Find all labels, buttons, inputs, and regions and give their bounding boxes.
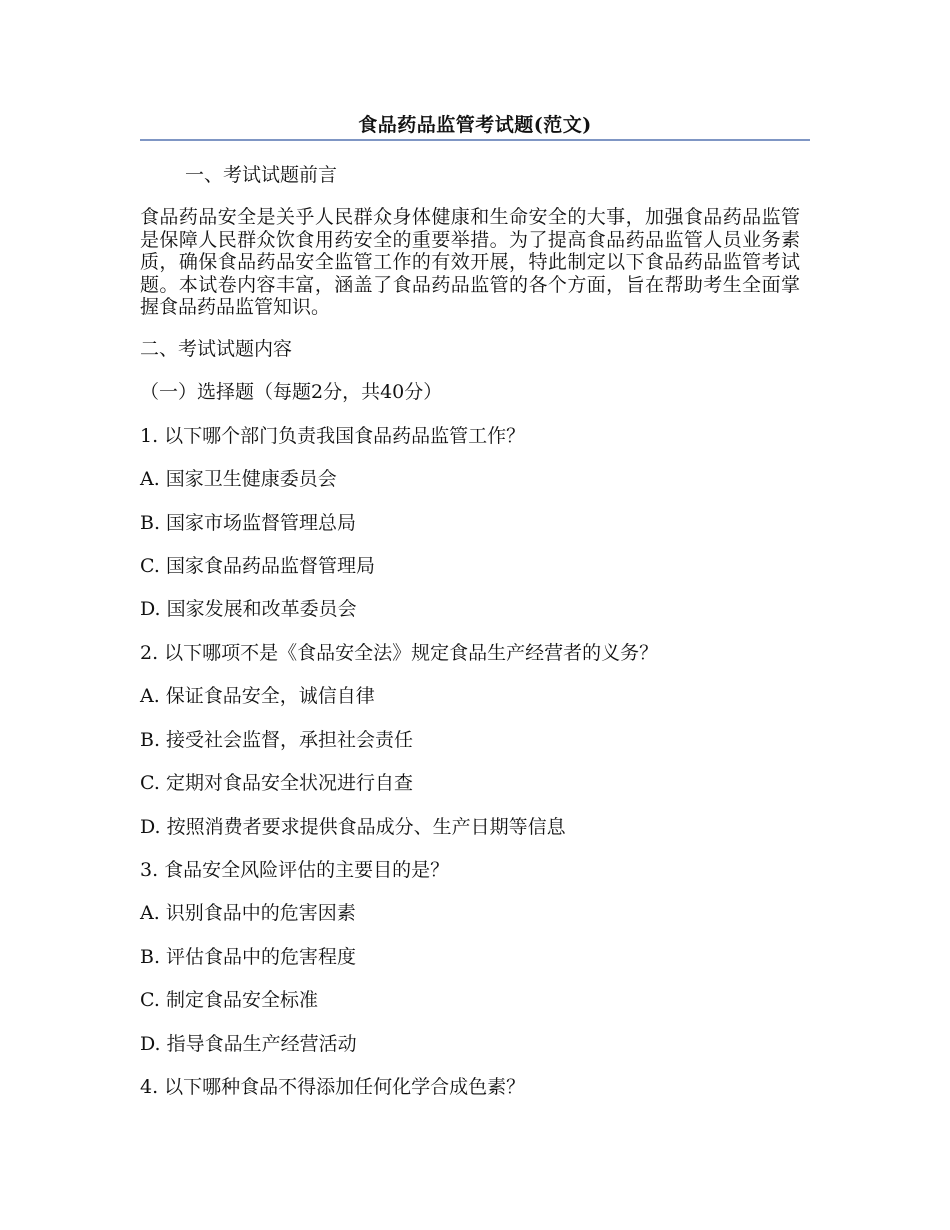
question-3-option-a: A. 识别食品中的危害因素 [140,902,356,924]
title-underline [140,139,810,141]
section-heading-content: 二、考试试题内容 [140,338,293,360]
intro-paragraph: 食品药品安全是关乎人民群众身体健康和生命安全的大事，加强食品药品监管是保障人民群众饮食用药安全的重要举措。为了提高食品药品监管人员业务素质，确保食品药品安全监管工作的有效开展，特此制定以下食品药品监管考试题。本试卷内容丰富，涵盖了食品药品监管的各个方面，旨在帮助考生全面掌握食品药品监管知识。 [140,206,800,318]
question-1-option-a: A. 国家卫生健康委员会 [140,468,337,490]
question-4: 4. 以下哪种食品不得添加任何化学合成色素？ [140,1076,526,1098]
question-1-option-c: C. 国家食品药品监督管理局 [140,555,375,577]
question-2-option-a: A. 保证食品安全，诚信自律 [140,685,375,707]
section-heading-preface: 一、考试试题前言 [185,164,338,186]
question-3-option-d: D. 指导食品生产经营活动 [140,1033,357,1055]
question-2-option-c: C. 定期对食品安全状况进行自查 [140,772,413,794]
question-1: 1. 以下哪个部门负责我国食品药品监管工作？ [140,425,526,447]
document-title: 食品药品监管考试题(范文) [358,114,592,136]
question-3: 3. 食品安全风险评估的主要目的是？ [140,859,450,881]
question-2-option-d: D. 按照消费者要求提供食品成分、生产日期等信息 [140,816,566,838]
subsection-heading-multiple-choice: （一）选择题（每题2分，共40分） [140,381,443,403]
question-2-option-b: B. 接受社会监督，承担社会责任 [140,729,414,751]
question-1-option-d: D. 国家发展和改革委员会 [140,598,357,620]
question-3-option-b: B. 评估食品中的危害程度 [140,946,357,968]
question-3-option-c: C. 制定食品安全标准 [140,989,318,1011]
question-2: 2. 以下哪项不是《食品安全法》规定食品生产经营者的义务？ [140,642,659,664]
question-1-option-b: B. 国家市场监督管理总局 [140,512,357,534]
